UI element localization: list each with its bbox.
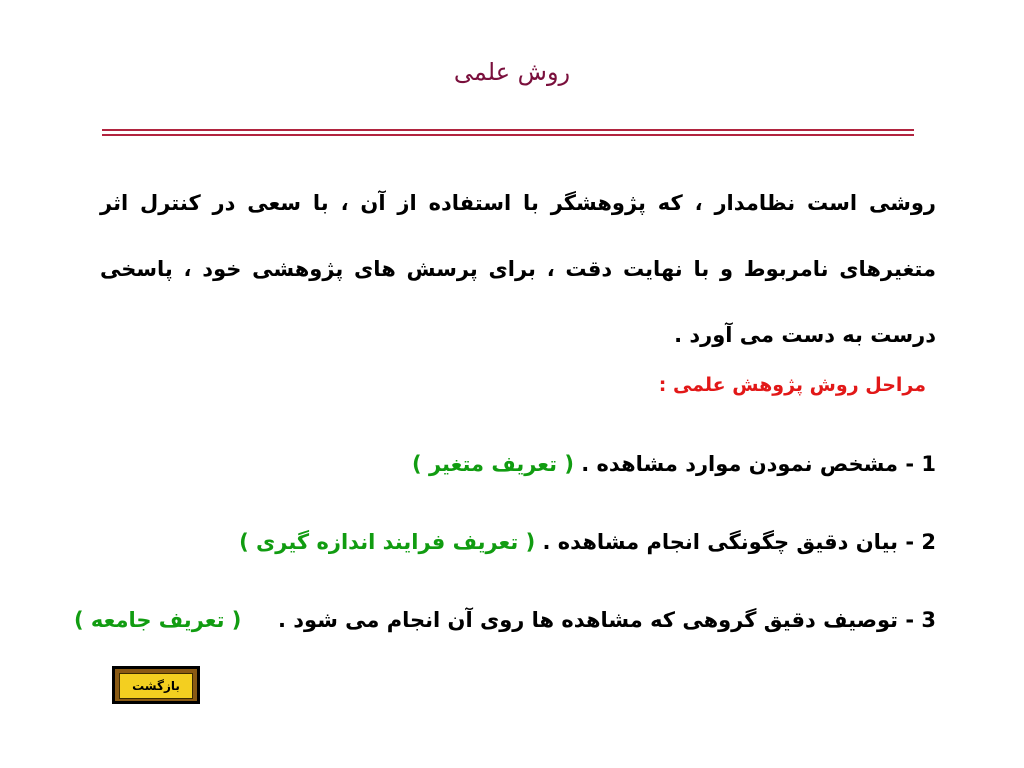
step-1 bbox=[412, 452, 936, 476]
stages-heading: مراحل روش پژوهش علمی : bbox=[658, 374, 926, 396]
step-2-text: - بیان دقیق چگونگی انجام مشاهده . bbox=[535, 530, 922, 554]
definition-paragraph: روشی است نظامدار ، که پژوهشگر با استفاده از آن ، با سعی در کنترل اثر متغیرهای نامربوط و با نهایت دقت ، برای پرسش های پژوهشی خود ، پاسخی درست به دست می آورد . bbox=[100, 191, 936, 347]
step-2 bbox=[239, 530, 936, 554]
divider-top bbox=[102, 129, 914, 131]
back-button[interactable] bbox=[112, 666, 200, 704]
step-1-text: - مشخص نمودن موارد مشاهده . bbox=[573, 452, 922, 476]
page-title: روش علمی bbox=[453, 58, 571, 86]
step-3-number: 3 bbox=[921, 608, 936, 632]
divider-bottom bbox=[102, 134, 914, 136]
step-1-number: 1 bbox=[921, 452, 936, 476]
back-button-label: بازگشت bbox=[119, 673, 193, 699]
step-3-note: ( تعریف جامعه ) bbox=[73, 608, 242, 632]
step-3-text: - توصیف دقیق گروهی که مشاهده ها روی آن انجام می شود . bbox=[241, 608, 922, 632]
step-2-number: 2 bbox=[921, 530, 936, 554]
step-1-note: ( تعریف متغیر ) bbox=[412, 452, 574, 476]
step-3 bbox=[74, 608, 936, 632]
step-2-note: ( تعریف فرایند اندازه گیری ) bbox=[239, 530, 536, 554]
